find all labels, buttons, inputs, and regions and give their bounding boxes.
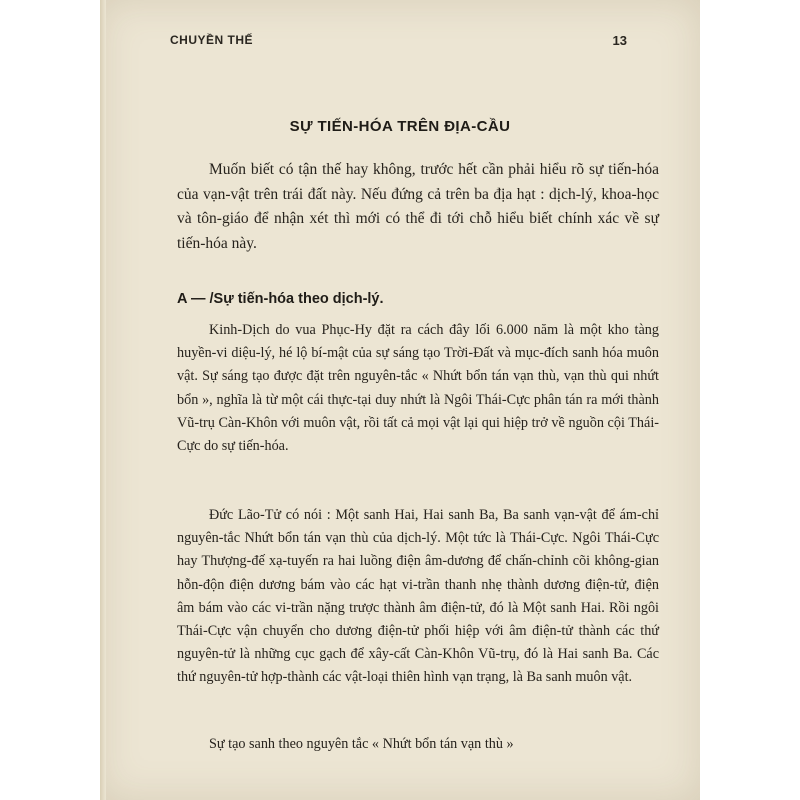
intro-paragraph: Muốn biết có tận thế hay không, trước hết cần phải hiểu rõ sự tiến-hóa của vạn-vật trên trái đất này. Nếu đứng cả trên ba địa hạt : dịch-lý, khoa-học và tôn-giáo để nhận xét thì mới có thể đi tới chỗ hiểu biết chính xác về sự tiến-hóa này. (177, 161, 659, 252)
page-number: 13 (612, 33, 627, 48)
page-binding-edge (100, 0, 106, 800)
chapter-title: SỰ TIẾN-HÓA TRÊN ĐỊA-CẦU (289, 118, 511, 135)
body-paragraph-3: Sự tạo sanh theo nguyên tắc « Nhứt bổn tán vạn thù » (209, 736, 514, 752)
body-paragraph-1: Kinh-Dịch do vua Phục-Hy đặt ra cách đây lối 6.000 năm là một kho tàng huyền-vi diệu-lý, hé lộ bí-mật của sự sáng tạo Trời-Đất và mục-đích sanh hóa muôn vật. Sự sáng tạo được đặt trên nguyên-tắc « Nhứt bổn tán vạn thù, vạn thù qui nhứt bổn », nghĩa là từ một cái thực-tại duy nhứt là Ngôi Thái-Cực phân tán ra mới thành Vũ-trụ Càn-Khôn với muôn vật, rồi tất cả mọi vật lại qui hiệp trở về nguồn cội Thái-Cực do sự tiến-hóa. (177, 322, 659, 455)
book-page (100, 0, 700, 800)
section-heading: A — /Sự tiến-hóa theo dịch-lý. (177, 291, 384, 307)
body-paragraph-2: Đức Lão-Tử có nói : Một sanh Hai, Hai sanh Ba, Ba sanh vạn-vật để ám-chỉ nguyên-tắc Nhứt bổn tán vạn thù của dịch-lý. Một tức là Thái-Cực. Ngôi Thái-Cực hay Thượng-đế xạ-tuyến ra hai luồng điện âm-dương để chấn-chỉnh cõi không-gian hỗn-độn điện dương bám vào các hạt vi-trần thanh nhẹ thành dương điện-tử, điện âm bám vào các vi-trần nặng trược thành âm điện-tử, đó là Một sanh Hai. Rồi ngôi Thái-Cực vận chuyển cho dương điện-tử phối hiệp với âm điện-tử thành các thứ nguyên-tử là những cục gạch để xây-cất Càn-Khôn Vũ-trụ, đó là Hai sanh Ba. Các thứ nguyên-tử hợp-thành các vật-loại thiên hình vạn trạng, là Ba sanh muôn vật. (177, 507, 659, 686)
running-title: CHUYỀN THẾ (170, 33, 254, 47)
